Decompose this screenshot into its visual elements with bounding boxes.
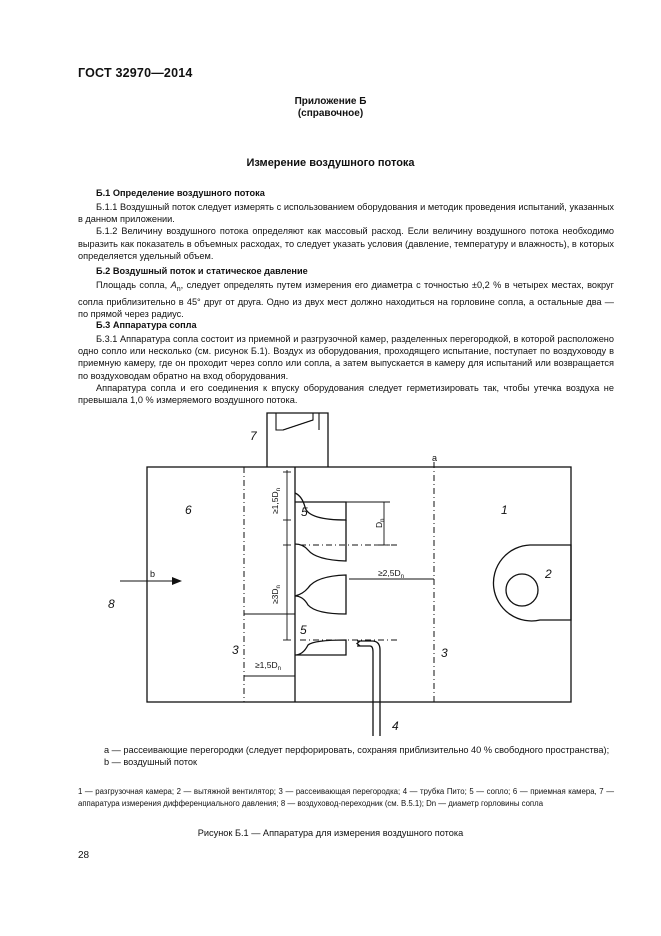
dim-label-3: $\ge 1,5D_n$ (255, 660, 281, 672)
heading-b1: Б.1 Определение воздушного потока (96, 188, 265, 198)
page-number: 28 (78, 850, 90, 861)
paragraph-b2-text: Площадь сопла, $A_n$, следует определять путем измерения его диаметра с точностью ±0,2 % в четырех местах, вокруг сопла приблизительно в 45° друг от друга. Одно из двух мест должно находиться на горловине сопла, а остальные два — по прямой через радиус. (78, 280, 614, 320)
annex-title: Приложение Б (294, 96, 367, 107)
paragraph-b1-2: Б.1.2 Величину воздушного потока определяют как массовый расход. Если величину воздушного потока необходимо выразить как показатель в объемных расходах, то следует указать условия (давление, температуру и влажность), в которых определяется удельный объем. (78, 226, 614, 261)
paragraph-b3-2: Аппаратура сопла и его соединения к впуску оборудования следует герметизировать так, чтобы утечка воздуха не превышала 1,0 % измеряемого воздушного потока. (78, 382, 614, 406)
label-6: 6 (185, 503, 192, 517)
dim-label-4: $\ge 2,5D_n$ (378, 568, 404, 580)
legend-b: b — воздушный поток (104, 757, 198, 768)
heading-b2: Б.2 Воздушный поток и статическое давление (96, 266, 308, 276)
exhaust-fan (493, 545, 571, 621)
label-5-upper: 5 (301, 505, 308, 519)
label-7: 7 (250, 429, 257, 443)
heading-b3: Б.3 Аппаратура сопла (96, 320, 197, 330)
nozzle-lower (295, 640, 346, 655)
paragraph-b1-1: Б.1.1 Воздушный поток следует измерять с использованием оборудования и методик проведения испытаний, указанных в данном приложении. (78, 202, 614, 225)
figure-caption: Рисунок Б.1 — Аппаратура для измерения воздушного потока (197, 828, 464, 838)
pitot-tube (357, 641, 380, 736)
figure-legend (78, 744, 614, 768)
dim-label-2: $\ge 3D_n$ (270, 585, 282, 604)
label-4: 4 (392, 719, 399, 733)
label-3-left: 3 (232, 643, 239, 657)
dim-label-dn: $D_n$ (374, 518, 386, 528)
legend-a: a — рассеивающие перегородки (следует перфорировать, сохраняя приблизительно 40 % свободного пространства); (104, 745, 610, 755)
figure-key: 1 — разгрузочная камера; 2 — вытяжной вентилятор; 3 — рассеивающая перегородка; 4 — трубка Пито; 5 — сопло; 6 — приемная камера, 7 — аппаратура измерения дифференциального давления; 8 — воздуховод-переходник (см. В.5.1); Dn — диаметр горловины сопла (78, 787, 614, 808)
section-title: Измерение воздушного потока (246, 157, 415, 169)
document-header: ГОСТ 32970—2014 (78, 66, 193, 80)
label-1: 1 (501, 503, 508, 517)
label-5-lower: 5 (300, 623, 307, 637)
dim-label-1: $\ge 1,5D_n$ (270, 488, 282, 514)
annex-status: (справочное) (297, 108, 364, 119)
label-b: b (150, 569, 156, 579)
label-2: 2 (545, 567, 552, 581)
label-a: a (432, 453, 438, 463)
paragraph-b3-1: Б.3.1 Аппаратура сопла состоит из приемной и разгрузочной камер, разделенных перегородкой, в которой расположено одно сопло или несколько (см. рисунок Б.1). Воздух из оборудования, проходящего испытание, поступает по воздуховоду в приемную камеру, где он проходит через сопло или сопла, а затем выпускается в камеру для испытаний или возвращается по воздуховодам обратно на вход оборудования. (78, 334, 614, 381)
label-8: 8 (108, 597, 115, 611)
label-3-right: 3 (441, 646, 448, 660)
fan-hub (506, 574, 538, 606)
